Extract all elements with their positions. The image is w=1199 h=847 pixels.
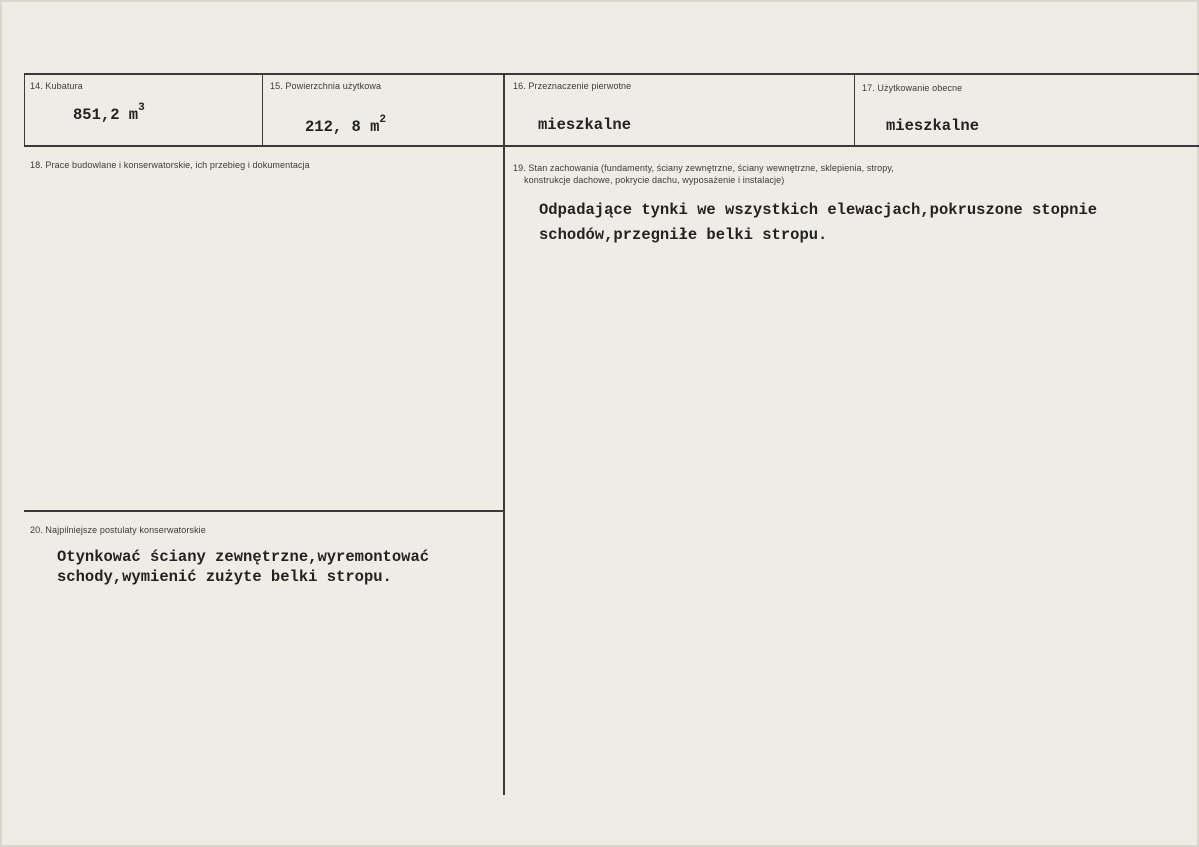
przeznaczenie-value: mieszkalne — [538, 116, 632, 134]
przeznaczenie-label: 16. Przeznaczenie pierwotne — [513, 81, 632, 91]
uzytkowanie-label: 17. Użytkowanie obecne — [862, 83, 963, 93]
col-divider-1 — [262, 75, 263, 146]
powierzchnia-label: 15. Powierzchnia użytkowa — [270, 81, 382, 91]
prace-label: 18. Prace budowlane i konserwatorskie, ich przebieg i dokumentacja — [30, 160, 310, 170]
postulaty-text-line1: Otynkować ściany zewnętrzne,wyremontować — [57, 548, 430, 566]
stan-label-line1: 19. Stan zachowania (fundamenty, ściany zewnętrzne, ściany wewnętrzne, sklepienia, stropy, — [513, 163, 894, 173]
kubatura-value: 851,2 $m^3$ — [73, 102, 145, 125]
stan-text-line2: schodów,przegniłe belki stropu. — [539, 226, 828, 244]
left-border-line — [24, 73, 25, 147]
kubatura-unit-sup: 3 — [138, 102, 145, 114]
header-row-divider — [24, 145, 1199, 147]
stan-text-line1: Odpadające tynki we wszystkich elewacjach,pokruszone stopnie — [539, 201, 1098, 219]
powierzchnia-unit-sup: 2 — [379, 114, 387, 126]
uzytkowanie-value: mieszkalne — [886, 117, 980, 135]
top-border-line — [24, 73, 1199, 75]
postulaty-text-line2: schody,wymienić zużyte belki stropu. — [57, 568, 392, 586]
stan-label-line2: konstrukcje dachowe, pokrycie dachu, wyposażenie i instalacje) — [524, 175, 785, 185]
postulaty-label: 20. Najpilniejsze postulaty konserwatorskie — [30, 525, 206, 535]
col-divider-2 — [503, 75, 505, 795]
section-divider-20 — [24, 510, 504, 512]
col-divider-3 — [854, 75, 855, 146]
powierzchnia-value: 212, 8 $m^2$ — [305, 114, 387, 137]
kubatura-label: 14. Kubatura — [30, 81, 83, 91]
